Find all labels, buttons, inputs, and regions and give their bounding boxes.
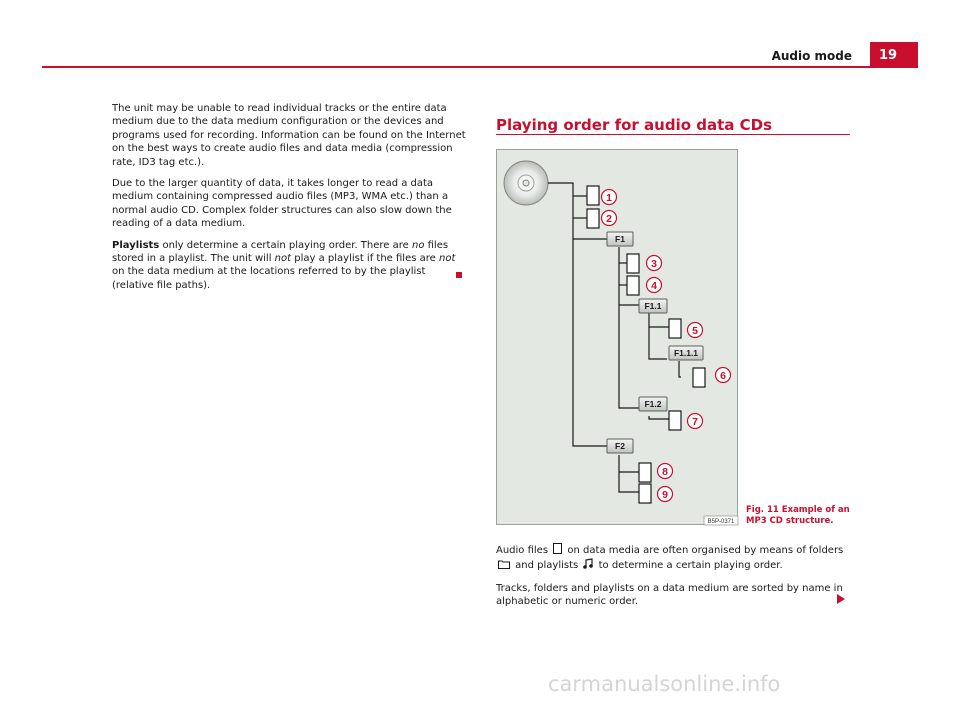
playlists-em-not-1: not bbox=[274, 253, 292, 265]
playlists-text-1: only determine a certain playing order. There are bbox=[159, 239, 412, 251]
svg-text:1: 1 bbox=[606, 192, 612, 204]
paragraph-sort-order: Tracks, folders and playlists on a data medium are sorted by name in alphabetic or numeric order. bbox=[496, 582, 843, 608]
track-callout-6 bbox=[716, 368, 731, 383]
track-file-icons bbox=[587, 186, 705, 503]
playlists-text-4: on the data medium at the locations referred to by the playlist (relative file paths). bbox=[112, 266, 426, 291]
track-callout-2 bbox=[602, 211, 617, 226]
paragraph-data-medium: The unit may be unable to read individual tracks or the entire data medium due to the data medium configuration or the devices and programs used for recording. Information can be found on the Internet on the best ways to create audio files and data media (compression rate, ID3 tag etc.). bbox=[112, 103, 466, 168]
continue-arrow-icon bbox=[837, 594, 845, 604]
track-callout-8 bbox=[658, 464, 673, 479]
track-callout-4 bbox=[647, 278, 662, 293]
paragraph-audio-files bbox=[496, 543, 850, 574]
header-section-title: Audio mode bbox=[771, 49, 852, 63]
playlists-em-no: no bbox=[411, 239, 425, 251]
header-rule bbox=[42, 66, 918, 68]
term-playlists: Playlists bbox=[112, 239, 160, 251]
footer-watermark: carmanualsonline.info bbox=[548, 672, 781, 696]
body-text bbox=[496, 543, 850, 617]
track-callout-9 bbox=[658, 487, 673, 502]
mp3-cd-structure-figure bbox=[496, 149, 738, 525]
playlists-text-2: files stored in a playlist. The unit will bbox=[112, 239, 449, 265]
svg-text:6: 6 bbox=[720, 370, 726, 382]
audio-files-text-1: Audio files bbox=[496, 545, 552, 556]
svg-text:8: 8 bbox=[662, 466, 668, 478]
svg-text:9: 9 bbox=[662, 489, 668, 501]
left-column bbox=[112, 102, 468, 300]
track-callout-7 bbox=[688, 414, 703, 429]
audio-files-text-2: on data media are often organised by means of folders bbox=[564, 545, 844, 556]
figure-code-tag bbox=[704, 516, 738, 525]
svg-text:3: 3 bbox=[651, 258, 657, 270]
figure-caption: Fig. 11 Example of an MP3 CD structure. bbox=[746, 505, 850, 526]
svg-text:2: 2 bbox=[606, 213, 612, 225]
svg-text:7: 7 bbox=[692, 416, 698, 428]
playlists-em-not-2: not bbox=[438, 253, 456, 265]
folder-label-f1-1-1: F1.1.1 bbox=[673, 348, 699, 358]
folder-label-f1: F1 bbox=[615, 234, 625, 244]
paragraph-playlists bbox=[112, 239, 468, 293]
paragraph-compressed-files: Due to the larger quantity of data, it takes longer to read a data medium containing compressed audio files (MP3, WMA etc.) than a normal audio CD. Complex folder structures can also slow down the reading of a data medium. bbox=[112, 178, 452, 230]
folder-label-f1-2: F1.2 bbox=[644, 399, 662, 409]
svg-text:5: 5 bbox=[692, 325, 698, 337]
track-callout-3 bbox=[647, 256, 662, 271]
page-number-badge: 19 bbox=[870, 42, 918, 68]
cd-disc-icon bbox=[504, 161, 548, 205]
folder-icon bbox=[498, 559, 510, 573]
playlist-icon bbox=[583, 558, 593, 573]
svg-text:B5P-0371: B5P-0371 bbox=[707, 519, 735, 525]
audio-files-text-4: to determine a certain playing order. bbox=[595, 560, 783, 572]
track-callout-5 bbox=[688, 323, 703, 338]
section-heading: Playing order for audio data CDs bbox=[496, 116, 773, 134]
track-callout-1 bbox=[602, 190, 617, 205]
section-heading-rule bbox=[496, 134, 850, 135]
folder-label-f2: F2 bbox=[615, 441, 625, 451]
folder-label-f1-1: F1.1 bbox=[644, 301, 662, 311]
svg-text:4: 4 bbox=[651, 280, 657, 292]
section-end-square-icon bbox=[456, 272, 462, 278]
playlists-text-3: play a playlist if the files are bbox=[291, 253, 439, 265]
audio-files-text-3: and playlists bbox=[512, 560, 582, 572]
audio-file-icon bbox=[553, 543, 562, 558]
folder-tree-diagram bbox=[497, 150, 739, 526]
